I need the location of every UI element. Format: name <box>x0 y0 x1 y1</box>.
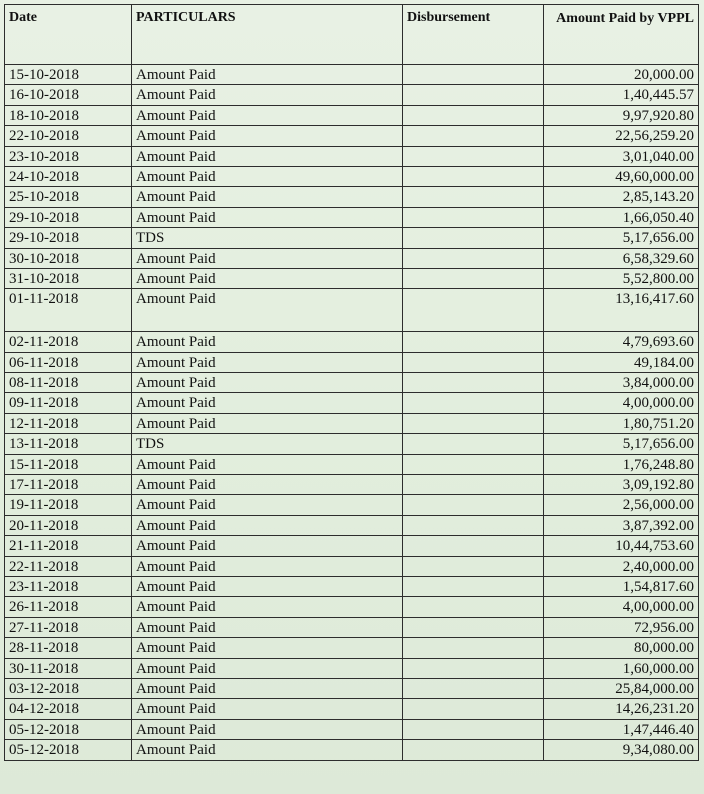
row-amount: 1,54,817.60 <box>544 576 699 596</box>
row-disbursement <box>403 638 544 658</box>
row-disbursement <box>403 187 544 207</box>
payments-table <box>4 4 699 761</box>
table-row <box>5 413 699 433</box>
row-particulars: Amount Paid <box>132 289 403 332</box>
table-row <box>5 105 699 125</box>
row-date: 24-10-2018 <box>5 166 132 186</box>
row-disbursement <box>403 248 544 268</box>
row-amount: 20,000.00 <box>544 65 699 85</box>
row-particulars: Amount Paid <box>132 207 403 227</box>
header-row <box>5 5 699 65</box>
row-particulars: Amount Paid <box>132 393 403 413</box>
row-particulars: Amount Paid <box>132 597 403 617</box>
row-date: 26-11-2018 <box>5 597 132 617</box>
row-date: 29-10-2018 <box>5 228 132 248</box>
row-date: 12-11-2018 <box>5 413 132 433</box>
table-row <box>5 699 699 719</box>
row-amount: 3,87,392.00 <box>544 515 699 535</box>
row-date: 04-12-2018 <box>5 699 132 719</box>
header-amount-paid: Amount Paid by VPPL <box>544 5 699 65</box>
table-row <box>5 332 699 352</box>
row-particulars: Amount Paid <box>132 454 403 474</box>
row-amount: 2,85,143.20 <box>544 187 699 207</box>
header-disbursement: Disbursement <box>403 5 544 65</box>
row-amount: 4,00,000.00 <box>544 597 699 617</box>
table-row <box>5 352 699 372</box>
table-row <box>5 268 699 288</box>
table-row <box>5 228 699 248</box>
row-particulars: Amount Paid <box>132 658 403 678</box>
row-amount: 6,58,329.60 <box>544 248 699 268</box>
row-amount: 14,26,231.20 <box>544 699 699 719</box>
row-particulars: Amount Paid <box>132 556 403 576</box>
row-date: 21-11-2018 <box>5 536 132 556</box>
row-date: 17-11-2018 <box>5 475 132 495</box>
row-date: 09-11-2018 <box>5 393 132 413</box>
row-disbursement <box>403 678 544 698</box>
row-amount: 49,184.00 <box>544 352 699 372</box>
row-amount: 3,09,192.80 <box>544 475 699 495</box>
table-row <box>5 597 699 617</box>
row-date: 02-11-2018 <box>5 332 132 352</box>
row-particulars: Amount Paid <box>132 105 403 125</box>
row-disbursement <box>403 105 544 125</box>
table-row <box>5 434 699 454</box>
row-disbursement <box>403 146 544 166</box>
row-amount: 1,47,446.40 <box>544 719 699 739</box>
row-amount: 5,52,800.00 <box>544 268 699 288</box>
row-date: 13-11-2018 <box>5 434 132 454</box>
table-row <box>5 187 699 207</box>
row-date: 25-10-2018 <box>5 187 132 207</box>
row-amount: 80,000.00 <box>544 638 699 658</box>
row-date: 01-11-2018 <box>5 289 132 332</box>
row-particulars: Amount Paid <box>132 536 403 556</box>
row-disbursement <box>403 536 544 556</box>
row-amount: 4,00,000.00 <box>544 393 699 413</box>
row-amount: 3,01,040.00 <box>544 146 699 166</box>
row-amount: 5,17,656.00 <box>544 434 699 454</box>
row-amount: 1,40,445.57 <box>544 85 699 105</box>
table-row <box>5 638 699 658</box>
row-date: 16-10-2018 <box>5 85 132 105</box>
row-disbursement <box>403 576 544 596</box>
row-particulars: Amount Paid <box>132 515 403 535</box>
row-particulars: Amount Paid <box>132 146 403 166</box>
row-disbursement <box>403 413 544 433</box>
table-row <box>5 740 699 760</box>
table-header <box>5 5 699 65</box>
row-particulars: Amount Paid <box>132 268 403 288</box>
header-date: Date <box>5 5 132 65</box>
row-particulars: Amount Paid <box>132 413 403 433</box>
row-disbursement <box>403 228 544 248</box>
row-date: 28-11-2018 <box>5 638 132 658</box>
row-particulars: Amount Paid <box>132 617 403 637</box>
row-amount: 25,84,000.00 <box>544 678 699 698</box>
row-disbursement <box>403 393 544 413</box>
row-disbursement <box>403 85 544 105</box>
row-particulars: Amount Paid <box>132 740 403 760</box>
row-particulars: Amount Paid <box>132 373 403 393</box>
row-date: 22-10-2018 <box>5 126 132 146</box>
table-row <box>5 289 699 332</box>
row-disbursement <box>403 434 544 454</box>
table-row <box>5 495 699 515</box>
table-row <box>5 658 699 678</box>
table-row <box>5 85 699 105</box>
table-row <box>5 556 699 576</box>
row-disbursement <box>403 268 544 288</box>
row-date: 31-10-2018 <box>5 268 132 288</box>
row-amount: 4,79,693.60 <box>544 332 699 352</box>
row-date: 15-10-2018 <box>5 65 132 85</box>
table-row <box>5 248 699 268</box>
row-date: 29-10-2018 <box>5 207 132 227</box>
row-date: 05-12-2018 <box>5 740 132 760</box>
row-particulars: Amount Paid <box>132 166 403 186</box>
row-disbursement <box>403 740 544 760</box>
row-disbursement <box>403 126 544 146</box>
row-particulars: Amount Paid <box>132 495 403 515</box>
row-particulars: TDS <box>132 434 403 454</box>
row-date: 22-11-2018 <box>5 556 132 576</box>
row-amount: 2,56,000.00 <box>544 495 699 515</box>
row-particulars: Amount Paid <box>132 699 403 719</box>
row-date: 15-11-2018 <box>5 454 132 474</box>
row-disbursement <box>403 454 544 474</box>
row-amount: 13,16,417.60 <box>544 289 699 332</box>
row-date: 20-11-2018 <box>5 515 132 535</box>
table-body <box>5 65 699 761</box>
row-disbursement <box>403 597 544 617</box>
table-row <box>5 719 699 739</box>
row-amount: 10,44,753.60 <box>544 536 699 556</box>
row-particulars: Amount Paid <box>132 638 403 658</box>
table-row <box>5 373 699 393</box>
row-disbursement <box>403 495 544 515</box>
table-row <box>5 146 699 166</box>
row-particulars: Amount Paid <box>132 126 403 146</box>
table-row <box>5 207 699 227</box>
table-row <box>5 126 699 146</box>
row-disbursement <box>403 352 544 372</box>
row-amount: 1,80,751.20 <box>544 413 699 433</box>
table-row <box>5 617 699 637</box>
row-particulars: Amount Paid <box>132 678 403 698</box>
table-row <box>5 475 699 495</box>
row-date: 30-11-2018 <box>5 658 132 678</box>
row-amount: 49,60,000.00 <box>544 166 699 186</box>
row-particulars: Amount Paid <box>132 187 403 207</box>
row-disbursement <box>403 556 544 576</box>
row-disbursement <box>403 166 544 186</box>
row-disbursement <box>403 332 544 352</box>
row-amount: 1,76,248.80 <box>544 454 699 474</box>
row-disbursement <box>403 207 544 227</box>
row-disbursement <box>403 373 544 393</box>
row-amount: 9,34,080.00 <box>544 740 699 760</box>
row-particulars: Amount Paid <box>132 65 403 85</box>
table-row <box>5 454 699 474</box>
row-date: 03-12-2018 <box>5 678 132 698</box>
row-disbursement <box>403 719 544 739</box>
row-disbursement <box>403 289 544 332</box>
table-row <box>5 678 699 698</box>
row-amount: 22,56,259.20 <box>544 126 699 146</box>
row-date: 23-11-2018 <box>5 576 132 596</box>
row-disbursement <box>403 617 544 637</box>
row-disbursement <box>403 658 544 678</box>
row-particulars: Amount Paid <box>132 352 403 372</box>
table-row <box>5 536 699 556</box>
header-particulars: PARTICULARS <box>132 5 403 65</box>
row-amount: 5,17,656.00 <box>544 228 699 248</box>
row-date: 08-11-2018 <box>5 373 132 393</box>
row-disbursement <box>403 475 544 495</box>
row-amount: 72,956.00 <box>544 617 699 637</box>
row-date: 27-11-2018 <box>5 617 132 637</box>
row-particulars: Amount Paid <box>132 719 403 739</box>
row-disbursement <box>403 699 544 719</box>
table-row <box>5 393 699 413</box>
row-particulars: Amount Paid <box>132 332 403 352</box>
row-date: 30-10-2018 <box>5 248 132 268</box>
row-date: 23-10-2018 <box>5 146 132 166</box>
table-row <box>5 515 699 535</box>
row-amount: 2,40,000.00 <box>544 556 699 576</box>
row-amount: 1,66,050.40 <box>544 207 699 227</box>
row-date: 06-11-2018 <box>5 352 132 372</box>
row-particulars: Amount Paid <box>132 576 403 596</box>
row-date: 05-12-2018 <box>5 719 132 739</box>
row-date: 19-11-2018 <box>5 495 132 515</box>
row-particulars: Amount Paid <box>132 475 403 495</box>
table-row <box>5 166 699 186</box>
table-row <box>5 65 699 85</box>
row-disbursement <box>403 515 544 535</box>
row-amount: 3,84,000.00 <box>544 373 699 393</box>
row-amount: 9,97,920.80 <box>544 105 699 125</box>
row-date: 18-10-2018 <box>5 105 132 125</box>
table-row <box>5 576 699 596</box>
row-disbursement <box>403 65 544 85</box>
row-particulars: Amount Paid <box>132 85 403 105</box>
row-particulars: TDS <box>132 228 403 248</box>
row-particulars: Amount Paid <box>132 248 403 268</box>
row-amount: 1,60,000.00 <box>544 658 699 678</box>
